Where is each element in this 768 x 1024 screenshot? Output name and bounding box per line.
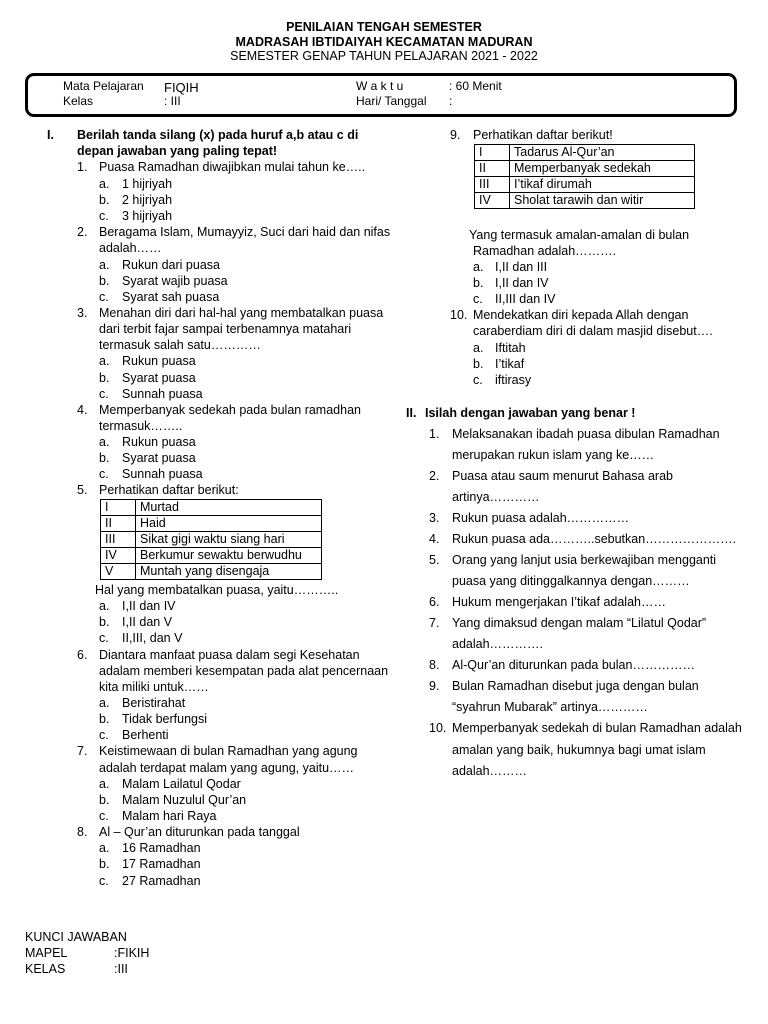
s2-item-text: Rukun puasa ada………..sebutkan…………………. <box>452 532 737 546</box>
q6-opt-b: Tidak berfungsi <box>122 712 207 726</box>
q8-opt-b: 17 Ramadhan <box>122 857 201 871</box>
q5-row-num: IV <box>101 548 136 564</box>
q3-opt-a: Rukun puasa <box>122 354 196 368</box>
q6-opt-b-letter: b. <box>99 712 110 726</box>
q10-opt-c-letter: c. <box>473 373 483 387</box>
mapel-label: Mata Pelajaran <box>63 79 144 93</box>
kelas-label: Kelas <box>63 94 94 108</box>
q5-row-num: III <box>101 532 136 548</box>
q3-opt-b: Syarat puasa <box>122 371 196 385</box>
q9-text: Perhatikan daftar berikut! <box>473 128 613 142</box>
s2-item-number: 4. <box>429 532 440 546</box>
q4-opt-c: Sunnah puasa <box>122 467 203 481</box>
q1-text: Puasa Ramadhan diwajibkan mulai tahun ke….. <box>99 160 366 174</box>
q5-row-text: Murtad <box>136 500 322 516</box>
s2-item-number: 10. <box>429 721 447 735</box>
s2-item-text: merupakan rukun islam yang ke…… <box>452 448 655 462</box>
q10-text-2: caraberdiam diri di dalam masjid disebut…. <box>473 324 713 338</box>
q2-opt-c-letter: c. <box>99 290 109 304</box>
table-row <box>101 532 322 548</box>
q6-opt-a-letter: a. <box>99 696 110 710</box>
s2-item-number: 8. <box>429 658 440 672</box>
s2-item-text: Hukum mengerjakan I’tikaf adalah…… <box>452 595 666 609</box>
q9-number: 9. <box>450 128 461 142</box>
section1-title-2: depan jawaban yang paling tepat! <box>77 144 278 158</box>
q4-text: Memperbanyak sedekah pada bulan ramadhan <box>99 403 361 417</box>
q4-opt-b-letter: b. <box>99 451 110 465</box>
q9-list-table <box>474 144 695 209</box>
answer-key-kelas-value: :III <box>114 962 128 976</box>
answer-key-mapel-label: MAPEL <box>25 946 68 960</box>
s2-item-number: 7. <box>429 616 440 630</box>
q9-prompt-2: Ramadhan adalah………. <box>473 244 617 258</box>
hari-label: Hari/ Tanggal <box>356 94 427 108</box>
q7-opt-a-letter: a. <box>99 777 110 791</box>
q9-opt-a: I,II dan III <box>495 260 548 274</box>
answer-key-mapel-value: :FIKIH <box>114 946 150 960</box>
q1-number: 1. <box>77 160 88 174</box>
q5-row-text: Sikat gigi waktu siang hari <box>136 532 322 548</box>
q2-text-2: adalah…… <box>99 241 162 255</box>
q8-opt-a-letter: a. <box>99 841 110 855</box>
waktu-value: : 60 Menit <box>449 79 502 93</box>
q6-opt-a: Beristirahat <box>122 696 186 710</box>
school-name: MADRASAH IBTIDAIYAH KECAMATAN MADURAN <box>235 35 533 49</box>
table-row <box>475 161 695 177</box>
table-row <box>475 177 695 193</box>
q7-text: Keistimewaan di bulan Ramadhan yang agung <box>99 744 358 758</box>
q9-row-text: I’tikaf dirumah <box>510 177 695 193</box>
q7-number: 7. <box>77 744 88 758</box>
q9-row-num: IV <box>475 193 510 209</box>
s2-item-text: artinya………… <box>452 490 540 504</box>
s2-item-text: Memperbanyak sedekah di bulan Ramadhan adalah <box>452 721 742 735</box>
q2-opt-b: Syarat wajib puasa <box>122 274 228 288</box>
q3-opt-a-letter: a. <box>99 354 110 368</box>
q2-opt-b-letter: b. <box>99 274 110 288</box>
s2-item-text: amalan yang baik, hukumnya bagi umat islam <box>452 743 706 757</box>
q4-opt-b: Syarat puasa <box>122 451 196 465</box>
semester-line: SEMESTER GENAP TAHUN PELAJARAN 2021 - 2022 <box>230 49 538 63</box>
q5-row-num: I <box>101 500 136 516</box>
s2-item-number: 3. <box>429 511 440 525</box>
q8-opt-a: 16 Ramadhan <box>122 841 201 855</box>
q8-number: 8. <box>77 825 88 839</box>
q9-opt-b-letter: b. <box>473 276 484 290</box>
s2-item-text: Yang dimaksud dengan malam “Lilatul Qodar” <box>452 616 707 630</box>
q3-number: 3. <box>77 306 88 320</box>
q3-text-2: dari terbit fajar sampai terbenamnya matahari <box>99 322 352 336</box>
s2-item-text: Al-Qur’an diturunkan pada bulan…………… <box>452 658 695 672</box>
q9-row-text: Sholat tarawih dan witir <box>510 193 695 209</box>
section2-title: Isilah dengan jawaban yang benar ! <box>425 406 636 420</box>
q3-text: Menahan diri dari hal-hal yang membatalkan puasa <box>99 306 384 320</box>
q8-text: Al – Qur’an diturunkan pada tanggal <box>99 825 300 839</box>
s2-item-text: Melaksanakan ibadah puasa dibulan Ramadhan <box>452 427 720 441</box>
q9-row-text: Memperbanyak sedekah <box>510 161 695 177</box>
q8-opt-c: 27 Ramadhan <box>122 874 201 888</box>
q9-row-num: III <box>475 177 510 193</box>
exam-title: PENILAIAN TENGAH SEMESTER <box>286 20 482 34</box>
section2-number: II. <box>406 406 417 420</box>
q5-opt-b: I,II dan V <box>122 615 173 629</box>
q2-opt-a-letter: a. <box>99 258 110 272</box>
q1-opt-b: 2 hijriyah <box>122 193 173 207</box>
q2-text: Beragama Islam, Mumayyiz, Suci dari haid dan nifas <box>99 225 391 239</box>
q5-opt-c: II,III, dan V <box>122 631 183 645</box>
table-row <box>475 193 695 209</box>
q5-opt-b-letter: b. <box>99 615 110 629</box>
q5-row-text: Berkumur sewaktu berwudhu <box>136 548 322 564</box>
q1-opt-b-letter: b. <box>99 193 110 207</box>
section1-title: Berilah tanda silang (x) pada huruf a,b atau c di <box>77 128 359 142</box>
s2-item-number: 5. <box>429 553 440 567</box>
q5-row-num: V <box>101 564 136 580</box>
q4-opt-a: Rukun puasa <box>122 435 196 449</box>
q10-number: 10. <box>450 308 468 322</box>
q7-opt-c: Malam hari Raya <box>122 809 217 823</box>
q3-text-3: termasuk salah satu………… <box>99 338 261 352</box>
q5-opt-c-letter: c. <box>99 631 109 645</box>
s2-item-number: 6. <box>429 595 440 609</box>
s2-item-text: “syahrun Mubarak” artinya………… <box>452 700 648 714</box>
q6-text: Diantara manfaat puasa dalam segi Kesehatan <box>99 648 360 662</box>
q10-opt-a-letter: a. <box>473 341 484 355</box>
s2-item-text: puasa yang ditinggalkannya dengan……… <box>452 574 690 588</box>
q3-opt-c: Sunnah puasa <box>122 387 203 401</box>
q9-row-text: Tadarus Al-Qur’an <box>510 145 695 161</box>
q8-opt-c-letter: c. <box>99 874 109 888</box>
q3-opt-c-letter: c. <box>99 387 109 401</box>
q7-text-2: adalah terdapat malam yang agung, yaitu…… <box>99 761 355 775</box>
q4-opt-a-letter: a. <box>99 435 110 449</box>
q7-opt-a: Malam Lailatul Qodar <box>122 777 241 791</box>
q10-opt-a: Iftitah <box>495 341 526 355</box>
answer-key-title: KUNCI JAWABAN <box>25 930 127 944</box>
q9-opt-a-letter: a. <box>473 260 484 274</box>
q5-text: Perhatikan daftar berikut: <box>99 483 239 497</box>
q1-opt-c: 3 hijriyah <box>122 209 173 223</box>
q1-opt-a: 1 hijriyah <box>122 177 173 191</box>
q2-opt-a: Rukun dari puasa <box>122 258 220 272</box>
q8-opt-b-letter: b. <box>99 857 110 871</box>
q6-text-3: kita miliki untuk…… <box>99 680 209 694</box>
q9-row-num: I <box>475 145 510 161</box>
s2-item-number: 9. <box>429 679 440 693</box>
q7-opt-c-letter: c. <box>99 809 109 823</box>
waktu-label: W a k t u <box>356 79 404 93</box>
s2-item-text: adalah……… <box>452 764 528 778</box>
q5-prompt: Hal yang membatalkan puasa, yaitu……….. <box>95 583 339 597</box>
q5-row-text: Muntah yang disengaja <box>136 564 322 580</box>
s2-item-text: adalah…………. <box>452 637 544 651</box>
s2-item-number: 2. <box>429 469 440 483</box>
q5-row-text: Haid <box>136 516 322 532</box>
q9-opt-b: I,II dan IV <box>495 276 549 290</box>
q5-list-table <box>100 499 322 580</box>
q4-opt-c-letter: c. <box>99 467 109 481</box>
q1-opt-a-letter: a. <box>99 177 110 191</box>
q4-number: 4. <box>77 403 88 417</box>
q5-number: 5. <box>77 483 88 497</box>
q10-opt-b-letter: b. <box>473 357 484 371</box>
q10-opt-b: I’tikaf <box>495 357 525 371</box>
q10-text: Mendekatkan diri kepada Allah dengan <box>473 308 689 322</box>
q6-opt-c-letter: c. <box>99 728 109 742</box>
q7-opt-b: Malam Nuzulul Qur’an <box>122 793 247 807</box>
q9-opt-c: II,III dan IV <box>495 292 556 306</box>
q7-opt-b-letter: b. <box>99 793 110 807</box>
q9-opt-c-letter: c. <box>473 292 483 306</box>
table-row <box>101 564 322 580</box>
s2-item-number: 1. <box>429 427 440 441</box>
table-row <box>475 145 695 161</box>
kelas-value: : III <box>164 94 181 108</box>
table-row <box>101 548 322 564</box>
q6-opt-c: Berhenti <box>122 728 169 742</box>
q3-opt-b-letter: b. <box>99 371 110 385</box>
q9-prompt: Yang termasuk amalan-amalan di bulan <box>469 228 690 242</box>
q10-opt-c: iftirasy <box>495 373 532 387</box>
mapel-value: FIQIH <box>164 80 199 95</box>
q6-text-2: adalam memberi kesempatan pada alat pencernaan <box>99 664 389 678</box>
q6-number: 6. <box>77 648 88 662</box>
q2-number: 2. <box>77 225 88 239</box>
q4-text-2: termasuk…….. <box>99 419 183 433</box>
section1-number: I. <box>47 128 54 142</box>
s2-item-text: Bulan Ramadhan disebut juga dengan bulan <box>452 679 699 693</box>
q5-row-num: II <box>101 516 136 532</box>
hari-value: : <box>449 94 453 108</box>
s2-item-text: Rukun puasa adalah…………… <box>452 511 630 525</box>
q1-opt-c-letter: c. <box>99 209 109 223</box>
s2-item-text: Orang yang lanjut usia berkewajiban mengganti <box>452 553 717 567</box>
table-row <box>101 516 322 532</box>
table-row <box>101 500 322 516</box>
q5-opt-a-letter: a. <box>99 599 110 613</box>
s2-item-text: Puasa atau saum menurut Bahasa arab <box>452 469 673 483</box>
q5-opt-a: I,II dan IV <box>122 599 176 613</box>
answer-key-kelas-label: KELAS <box>25 962 66 976</box>
q9-row-num: II <box>475 161 510 177</box>
q2-opt-c: Syarat sah puasa <box>122 290 220 304</box>
